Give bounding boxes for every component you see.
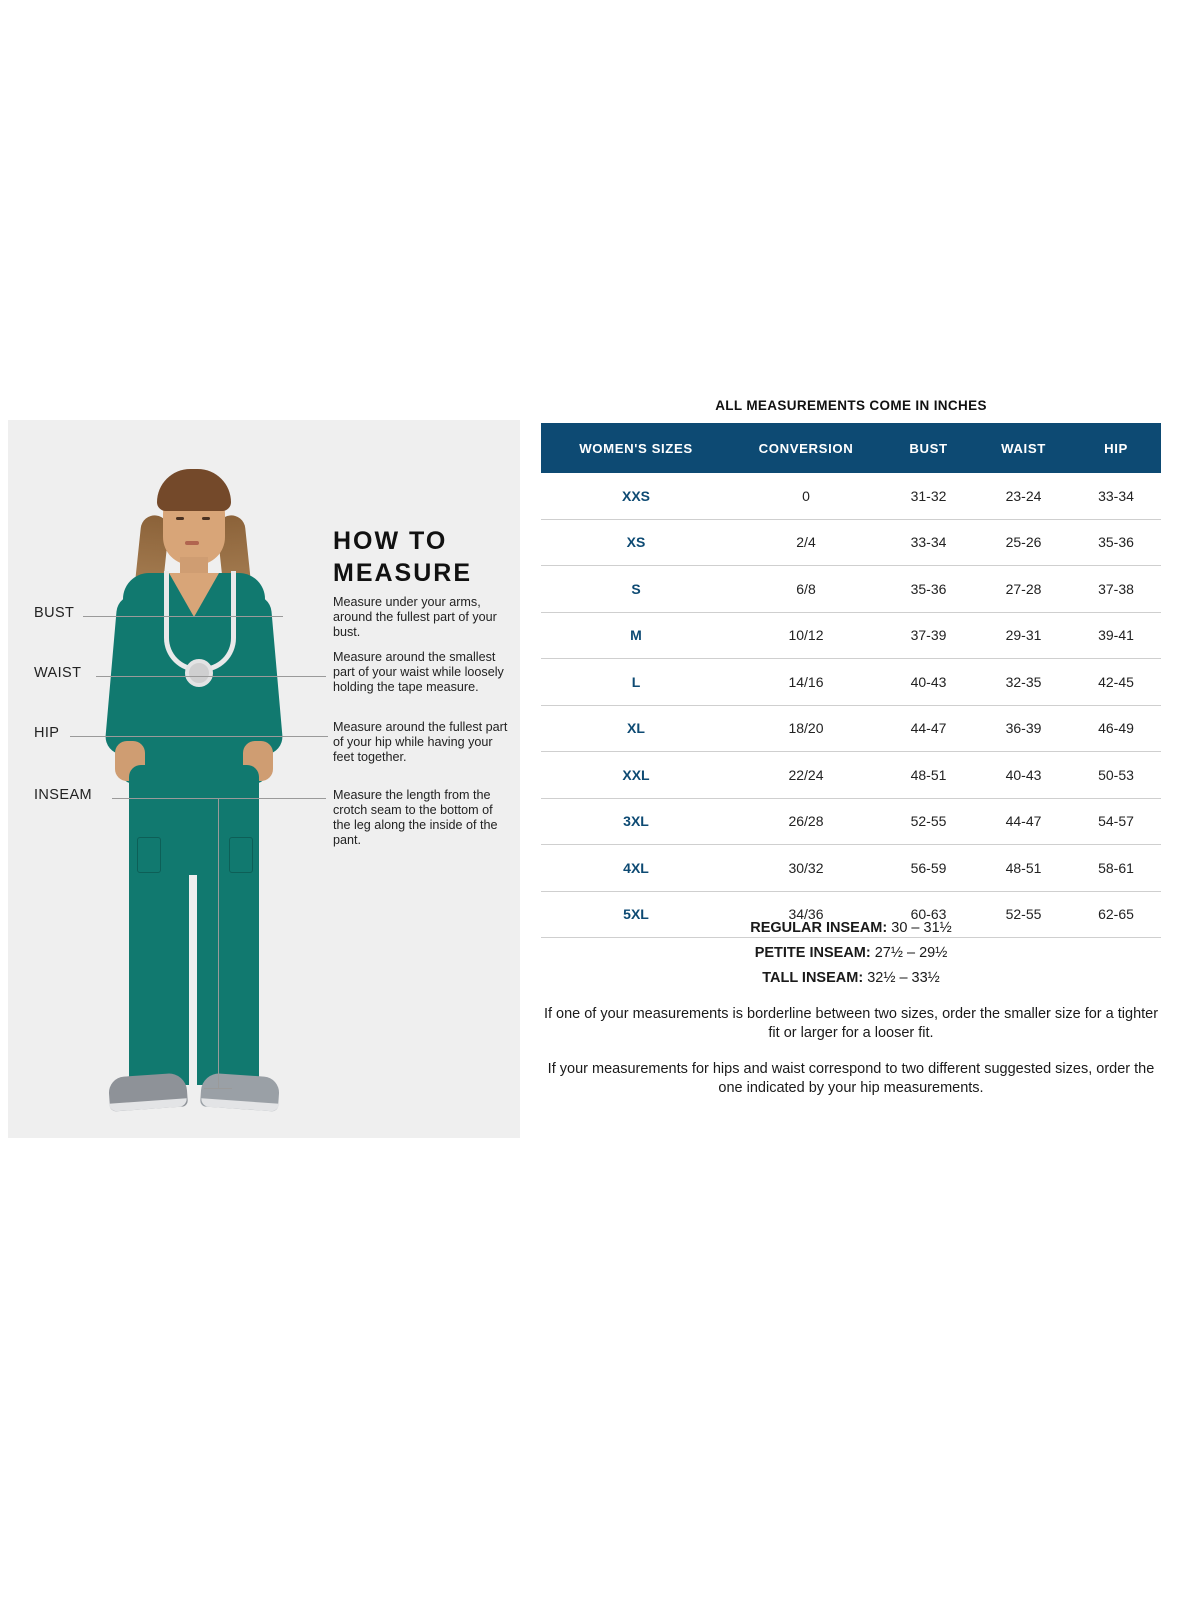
pocket-right-icon [229, 837, 253, 873]
table-body [541, 473, 1161, 938]
cell-hip: 33-34 [1071, 473, 1161, 519]
cell-size: XS [541, 519, 731, 566]
page-title-line-1: HOW TO [333, 527, 448, 555]
column-header-sizes: WOMEN'S SIZES [541, 423, 731, 473]
table-header-row [541, 423, 1161, 473]
instruction-hip: Measure around the fullest part of your hip while having your feet together. [333, 720, 508, 764]
cell-hip: 37-38 [1071, 566, 1161, 613]
cell-size: S [541, 566, 731, 613]
table-row [541, 798, 1161, 845]
inseam-regular-label: REGULAR INSEAM: [750, 920, 888, 936]
cell-waist: 29-31 [976, 612, 1071, 659]
leader-line-inseam [112, 798, 326, 799]
cell-size: XXL [541, 752, 731, 799]
cell-waist: 25-26 [976, 519, 1071, 566]
cell-bust: 40-43 [881, 659, 976, 706]
stethoscope-icon [164, 571, 236, 672]
leader-line-waist [96, 676, 326, 677]
label-hip: HIP [34, 725, 60, 741]
cell-size: 4XL [541, 845, 731, 892]
cell-conversion: 26/28 [731, 798, 881, 845]
model-illustration [63, 445, 323, 1135]
cell-waist: 52-55 [976, 891, 1071, 938]
cell-conversion: 0 [731, 473, 881, 519]
page-title-line-2: MEASURE [333, 559, 473, 587]
cell-conversion: 34/36 [731, 891, 881, 938]
cell-conversion: 2/4 [731, 519, 881, 566]
page-title [333, 525, 513, 589]
instruction-waist: Measure around the smallest part of your waist while loosely holding the tape measure. [333, 650, 504, 694]
inseam-tall-value: 32½ – 33½ [867, 970, 940, 986]
note-hip-priority: If your measurements for hips and waist correspond to two different suggested sizes, order the one indicated by your hip measurements. [547, 1061, 1155, 1096]
table-row [541, 752, 1161, 799]
pants-leg-gap [189, 875, 197, 1085]
inseam-vertical-line [218, 798, 219, 1088]
cell-bust: 52-55 [881, 798, 976, 845]
table-row [541, 566, 1161, 613]
cell-size: M [541, 612, 731, 659]
cell-hip: 58-61 [1071, 845, 1161, 892]
inseam-tall [541, 970, 1161, 986]
mouth-icon [185, 541, 199, 545]
cell-waist: 44-47 [976, 798, 1071, 845]
cell-hip: 54-57 [1071, 798, 1161, 845]
cell-size: 5XL [541, 891, 731, 938]
cell-hip: 46-49 [1071, 705, 1161, 752]
eye-left-icon [176, 517, 184, 520]
inseam-regular-value: 30 – 31½ [891, 920, 952, 936]
cell-bust: 33-34 [881, 519, 976, 566]
inseam-petite [541, 945, 1161, 961]
table-row [541, 612, 1161, 659]
cell-waist: 48-51 [976, 845, 1071, 892]
cell-conversion: 18/20 [731, 705, 881, 752]
cell-waist: 36-39 [976, 705, 1071, 752]
leader-line-hip [70, 736, 328, 737]
cell-size: XL [541, 705, 731, 752]
cell-size: L [541, 659, 731, 706]
cell-hip: 50-53 [1071, 752, 1161, 799]
inseam-petite-label: PETITE INSEAM: [754, 945, 871, 961]
cell-bust: 37-39 [881, 612, 976, 659]
label-bust: BUST [34, 605, 75, 621]
cell-waist: 23-24 [976, 473, 1071, 519]
cell-hip: 35-36 [1071, 519, 1161, 566]
cell-hip: 39-41 [1071, 612, 1161, 659]
inseam-tall-label: TALL INSEAM: [762, 970, 864, 986]
stethoscope-bell-icon [185, 659, 213, 687]
inseam-regular [541, 920, 1161, 936]
inseam-petite-value: 27½ – 29½ [874, 945, 948, 961]
size-chart-table [541, 423, 1161, 938]
label-waist: WAIST [34, 665, 82, 681]
table-row [541, 519, 1161, 566]
column-header-waist: WAIST [976, 423, 1071, 473]
cell-size: 3XL [541, 798, 731, 845]
leader-line-bust [83, 616, 283, 617]
cell-bust: 44-47 [881, 705, 976, 752]
column-header-hip: HIP [1071, 423, 1161, 473]
cell-bust: 56-59 [881, 845, 976, 892]
pocket-left-icon [137, 837, 161, 873]
note-borderline-sizing: If one of your measurements is borderline between two sizes, order the smaller size for a tighter fit or larger for a looser fit. [543, 1006, 1159, 1041]
inseam-bottom-tick [204, 1088, 232, 1089]
label-inseam: INSEAM [34, 787, 92, 803]
table-row [541, 845, 1161, 892]
eye-right-icon [202, 517, 210, 520]
how-to-measure-panel [8, 420, 520, 1138]
cell-bust: 48-51 [881, 752, 976, 799]
table-row [541, 473, 1161, 519]
cell-bust: 35-36 [881, 566, 976, 613]
table-row [541, 705, 1161, 752]
cell-conversion: 22/24 [731, 752, 881, 799]
instruction-inseam: Measure the length from the crotch seam to the bottom of the leg along the inside of the pant. [333, 788, 498, 847]
cell-hip: 62-65 [1071, 891, 1161, 938]
column-header-bust: BUST [881, 423, 976, 473]
cell-bust: 60-63 [881, 891, 976, 938]
cell-waist: 40-43 [976, 752, 1071, 799]
cell-size: XXS [541, 473, 731, 519]
cell-conversion: 14/16 [731, 659, 881, 706]
table-caption: ALL MEASUREMENTS COME IN INCHES [715, 398, 987, 413]
column-header-conversion: CONVERSION [731, 423, 881, 473]
cell-waist: 32-35 [976, 659, 1071, 706]
instruction-bust: Measure under your arms, around the fullest part of your bust. [333, 595, 497, 639]
cell-bust: 31-32 [881, 473, 976, 519]
cell-waist: 27-28 [976, 566, 1071, 613]
cell-conversion: 10/12 [731, 612, 881, 659]
table-row [541, 659, 1161, 706]
cell-conversion: 30/32 [731, 845, 881, 892]
cell-hip: 42-45 [1071, 659, 1161, 706]
cell-conversion: 6/8 [731, 566, 881, 613]
